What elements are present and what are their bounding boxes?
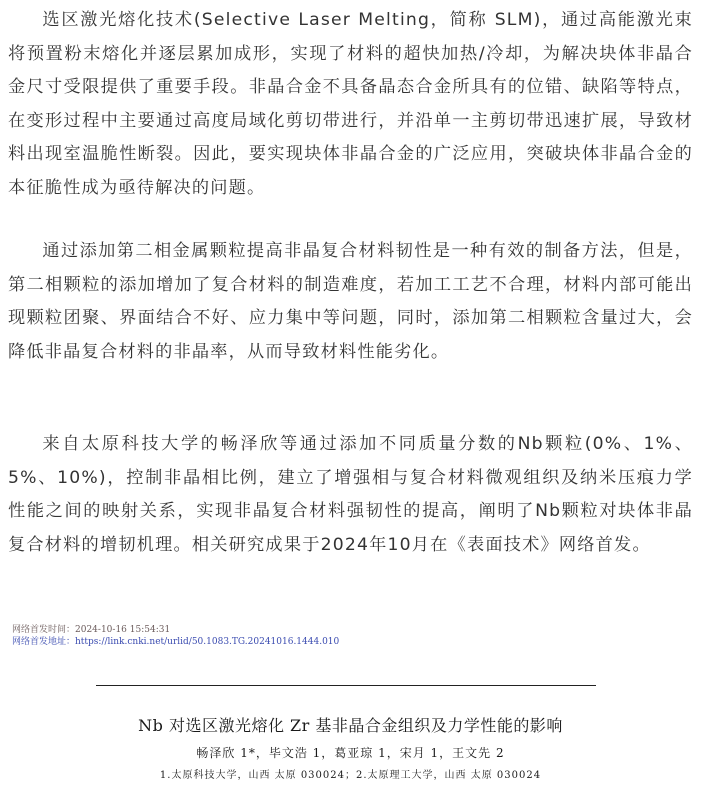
publish-time: 网络首发时间：2024-10-16 15:54:31 <box>12 625 171 635</box>
paper-title: Nb 对选区激光熔化 Zr 基非晶合金组织及力学性能的影响 <box>138 716 563 735</box>
paper-affiliations: 1.太原科技大学，山西 太原 030024；2.太原理工大学，山西 太原 030024 <box>159 770 542 781</box>
publication-info <box>12 624 339 648</box>
publish-url-link[interactable]: 网络首发地址：https://link.cnki.net/urlid/50.1083.TG.20241016.1444.010 <box>12 637 340 647</box>
paragraph-slm-intro: 选区激光熔化技术(Selective Laser Melting，简称 SLM)，通过高能激光束将预置粉末熔化并逐层累加成形，实现了材料的超快加热/冷却，为解决块体非晶合金尺寸受限提供了重要手段。非晶合金不具备晶态合金所具有的位错、缺陷等特点，在变形过程中主要通过高度局域化剪切带进行，并沿单一主剪切带迅速扩展，导致材料出现室温脆性断裂。因此，要实现块体非晶合金的广泛应用，突破块体非晶合金的本征脆性成为亟待解决的问题。 <box>8 10 693 198</box>
paragraph-research-result: 来自太原科技大学的畅泽欣等通过添加不同质量分数的Nb颗粒(0%、1%、5%、10%)，控制非晶相比例，建立了增强相与复合材料微观组织及纳米压痕力学性能之间的映射关系，实现非晶复合材料强韧性的提高，阐明了Nb颗粒对块体非晶复合材料的增韧机理。相关研究成果于2024年10月在《表面技术》网络首发。 <box>8 434 693 555</box>
paper-authors: 畅泽欣 1*，毕文浩 1，葛亚琼 1，宋月 1，王文先 2 <box>196 746 505 760</box>
divider-line <box>96 685 596 686</box>
paragraph-second-phase: 通过添加第二相金属颗粒提高非晶复合材料韧性是一种有效的制备方法，但是，第二相颗粒的添加增加了复合材料的制造难度，若加工工艺不合理，材料内部可能出现颗粒团聚、界面结合不好、应力集中等问题，同时，添加第二相颗粒含量过大，会降低非晶复合材料的非晶率，从而导致材料性能劣化。 <box>8 241 693 362</box>
